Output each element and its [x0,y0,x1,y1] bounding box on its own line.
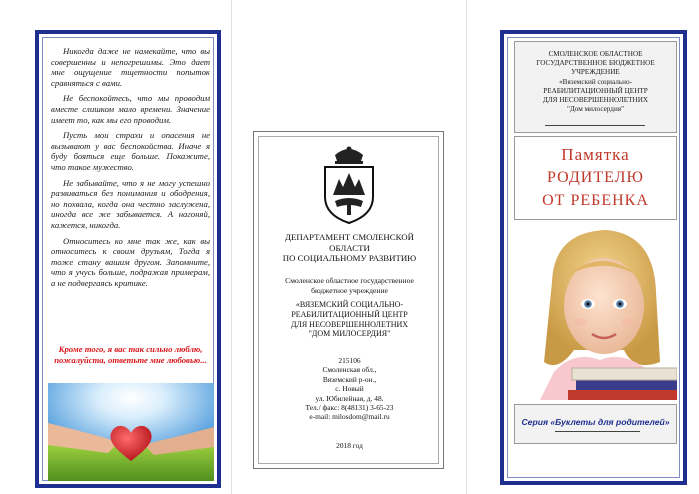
series-label: Серия «Буклеты для родителей» [521,417,670,427]
closing-message: Кроме того, я вас так сильно люблю, пожалуйста, ответьте мне любовью... [54,344,207,365]
paragraph-1: Никогда даже не намекайте, что вы совершенны и непогрешимы. Это дает мне ощущение тщетности попыток сравняться с вами. [51,46,210,88]
right-panel-inner-border [507,37,680,478]
left-panel [35,30,221,488]
middle-panel [253,131,444,469]
contact-address: 215106 Смоленская обл., Вяземский р-он., с. Новый ул. Юбилейная, д. 48. Тел./ факс: 8(48131) 3-65-23 e-mail: milosdom@mail.ru [305,356,394,422]
organization-box [514,41,677,133]
left-text-block [51,46,210,288]
title-box [514,136,677,220]
divider [545,125,645,126]
brochure-title: Памятка РОДИТЕЛЮ ОТ РЕБЕНКА [542,145,649,209]
institution-name: «ВЯЗЕМСКИЙ СОЦИАЛЬНО- РЕАБИЛИТАЦИОННЫЙ ЦЕНТР ДЛЯ НЕСОВЕРШЕННОЛЕТНИХ "ДОМ МИЛОСЕРДИЯ" [290,300,409,339]
organization-name: СМОЛЕНСКОЕ ОБЛАСТНОЕ ГОСУДАРСТВЕННОЕ БЮДЖЕТНОЕ УЧРЕЖДЕНИЕ «Вяземский социально- РЕАБИЛИТАЦИОННЫЙ ЦЕНТР ДЛЯ НЕСОВЕРШЕННОЛЕТНИХ "Дом милосердия" [536,50,655,114]
middle-panel-inner-border [258,136,439,464]
coat-of-arms-icon [317,145,381,225]
department-name: ДЕПАРТАМЕНТ СМОЛЕНСКОЙ ОБЛАСТИ ПО СОЦИАЛЬНОМУ РАЗВИТИЮ [282,232,417,264]
fold-line-1 [231,0,232,494]
fold-line-2 [466,0,467,494]
right-panel [500,30,687,485]
publication-year: 2018 год [336,441,363,450]
paragraph-4: Не забывайте, что я не могу успешно развиваться без понимания и ободрения, но похвала, когда она честно заслужена, иногда все же забывается. А нагоняй, кажется, никогда. [51,177,210,230]
paragraph-3: Пусть мои страхи и опасения не вызывают у вас беспокойства. Иначе я буду бояться еще больше. Покажите, что такое мужество. [51,130,210,172]
series-box [514,404,677,444]
divider [555,431,640,432]
child-photo [514,222,677,400]
paragraph-2: Не беспокойтесь, что мы проводим вместе слишком мало времени. Значение имеет то, как мы его проводим. [51,93,210,125]
left-panel-inner-border [42,37,214,481]
hands-heart-photo [48,383,214,481]
paragraph-5: Относитесь ко мне так же, как вы относитесь к своим друзьям, Тогда я тоже стану вашим другом. Запомните, что я учусь больше, подражая примерам, а не подвергаясь критике. [51,235,210,288]
institution-intro: Смоленское областное государственное бюджетное учреждение [285,276,414,295]
